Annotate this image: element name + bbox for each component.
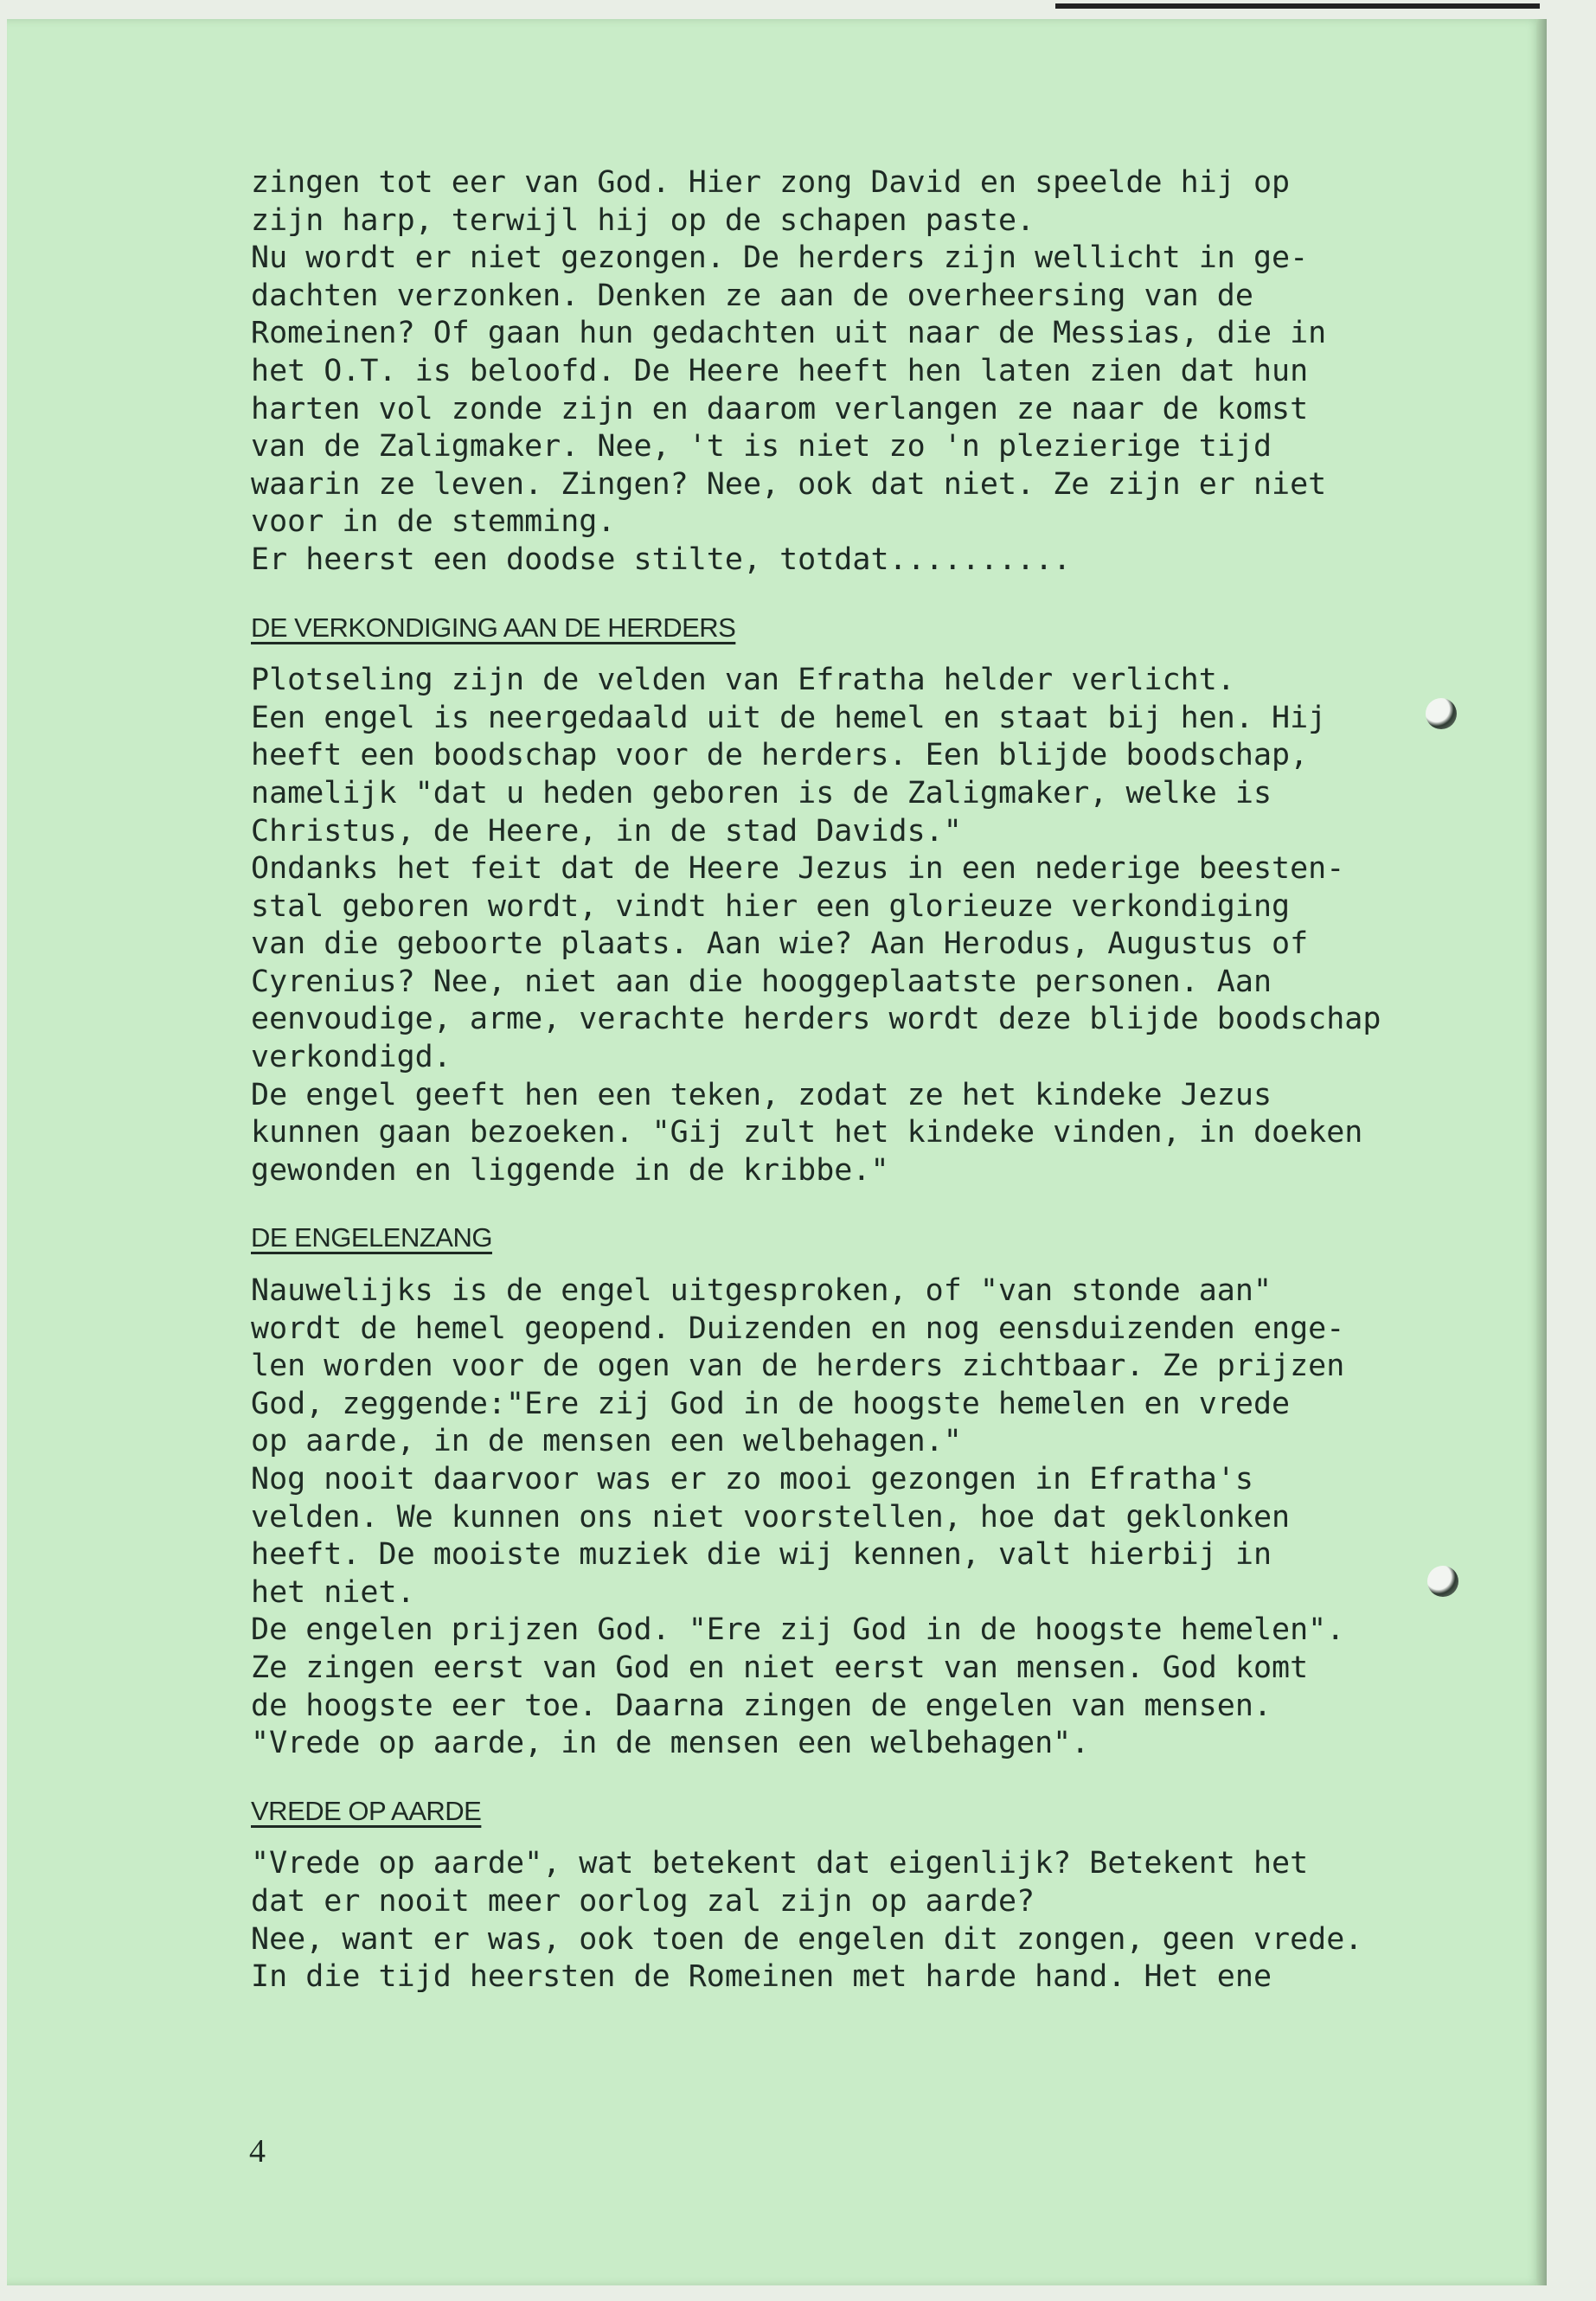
text-line: dachten verzonken. Denken ze aan de overheersing van de xyxy=(251,278,1253,313)
text-line: Er heerst een doodse stilte, totdat.......... xyxy=(251,542,1072,577)
text-line: zingen tot eer van God. Hier zong David en speelde hij op xyxy=(251,165,1291,200)
text-line: verkondigd. xyxy=(251,1040,452,1075)
text-line: namelijk "dat u heden geboren is de Zaligmaker, welke is xyxy=(251,775,1272,811)
text-line: In die tijd heersten de Romeinen met harde hand. Het ene xyxy=(251,1959,1272,1995)
text-line: Een engel is neergedaald uit de hemel en staat bij hen. Hij xyxy=(251,700,1327,735)
section-verkondiging-body xyxy=(251,662,1445,1189)
text-line: dat er nooit meer oorlog zal zijn op aarde? xyxy=(251,1883,1035,1919)
section-engelenzang-body xyxy=(251,1272,1445,1763)
text-line: gewonden en liggende in de kribbe." xyxy=(251,1152,889,1188)
text-line: De engel geeft hen een teken, zodat ze het kindeke Jezus xyxy=(251,1077,1272,1112)
text-line: Cyrenius? Nee, niet aan die hooggeplaatste personen. Aan xyxy=(251,964,1272,999)
text-line: "Vrede op aarde", wat betekent dat eigenlijk? Betekent het xyxy=(251,1846,1309,1881)
text-line: Nu wordt er niet gezongen. De herders zijn wellicht in ge- xyxy=(251,240,1309,276)
text-line: Romeinen? Of gaan hun gedachten uit naar de Messias, die in xyxy=(251,316,1327,351)
text-line: stal geboren wordt, vindt hier een glorieuze verkondiging xyxy=(251,888,1291,924)
section-heading-verkondiging: DE VERKONDIGING AAN DE HERDERS xyxy=(251,612,736,643)
text-line: harten vol zonde zijn en daarom verlangen ze naar de komst xyxy=(251,391,1309,426)
text-line: waarin ze leven. Zingen? Nee, ook dat niet. Ze zijn er niet xyxy=(251,466,1327,502)
text-line: voor in de stemming. xyxy=(251,504,616,540)
text-line: De engelen prijzen God. "Ere zij God in de hoogste hemelen". xyxy=(251,1612,1345,1648)
text-line: Ze zingen eerst van God en niet eerst van mensen. God komt xyxy=(251,1650,1309,1685)
text-line: len worden voor de ogen van de herders zichtbaar. Ze prijzen xyxy=(251,1349,1345,1384)
text-line: zijn harp, terwijl hij op de schapen paste. xyxy=(251,202,1035,238)
page-right-edge xyxy=(1536,19,1547,2285)
text-line: het niet. xyxy=(251,1574,415,1610)
section-vrede-body xyxy=(251,1845,1445,1996)
text-line: kunnen gaan bezoeken. "Gij zult het kindeke vinden, in doeken xyxy=(251,1115,1363,1150)
text-line: van de Zaligmaker. Nee, 't is niet zo 'n plezierige tijd xyxy=(251,429,1272,465)
text-line: Nee, want er was, ook toen de engelen dit zongen, geen vrede. xyxy=(251,1921,1363,1957)
document-body xyxy=(251,164,1445,1997)
section-heading-engelenzang: DE ENGELENZANG xyxy=(251,1222,492,1253)
text-line: het O.T. is beloofd. De Heere heeft hen laten zien dat hun xyxy=(251,353,1309,388)
text-line: Nog nooit daarvoor was er zo mooi gezongen in Efratha's xyxy=(251,1462,1253,1497)
text-line: velden. We kunnen ons niet voorstellen, hoe dat geklonken xyxy=(251,1499,1291,1535)
text-line: Nauwelijks is de engel uitgesproken, of "van stonde aan" xyxy=(251,1273,1272,1309)
text-line: Plotseling zijn de velden van Efratha helder verlicht. xyxy=(251,663,1235,698)
text-line: Ondanks het feit dat de Heere Jezus in een nederige beesten- xyxy=(251,851,1345,887)
page-number: 4 xyxy=(249,2133,266,2170)
text-line: Christus, de Heere, in de stad Davids." xyxy=(251,813,962,849)
text-line: op aarde, in de mensen een welbehagen." xyxy=(251,1424,962,1459)
text-line: wordt de hemel geopend. Duizenden en nog eensduizenden enge- xyxy=(251,1311,1345,1346)
text-line: heeft een boodschap voor de herders. Een blijde boodschap, xyxy=(251,738,1309,773)
text-line: van die geboorte plaats. Aan wie? Aan Herodus, Augustus of xyxy=(251,926,1309,962)
text-line: de hoogste eer toe. Daarna zingen de engelen van mensen. xyxy=(251,1688,1272,1723)
text-line: "Vrede op aarde, in de mensen een welbehagen". xyxy=(251,1726,1090,1761)
top-edge-line xyxy=(1055,3,1540,9)
text-line: God, zeggende:"Ere zij God in de hoogste hemelen en vrede xyxy=(251,1386,1291,1421)
text-line: heeft. De mooiste muziek die wij kennen, valt hierbij in xyxy=(251,1537,1272,1573)
text-line: eenvoudige, arme, verachte herders wordt deze blijde boodschap xyxy=(251,1002,1381,1037)
section-heading-vrede: VREDE OP AARDE xyxy=(251,1795,482,1826)
intro-paragraph xyxy=(251,164,1445,580)
